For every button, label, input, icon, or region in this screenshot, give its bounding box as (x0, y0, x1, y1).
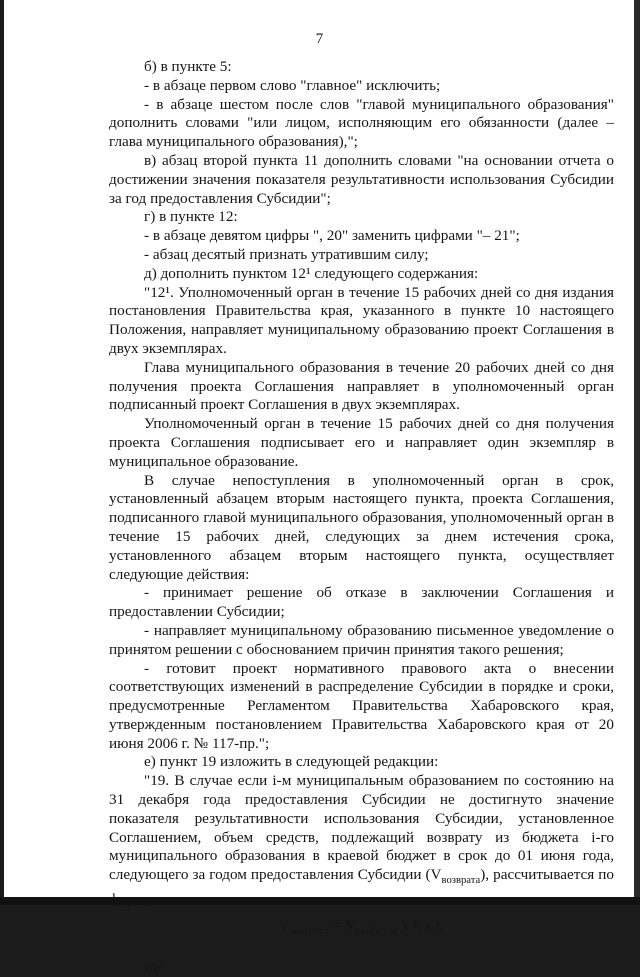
scan-edge (634, 0, 640, 897)
paragraph: - принимает решение об отказе в заключении Соглашения и предоставлении Субсидии; (109, 584, 614, 621)
paragraph: е) пункт 19 изложить в следующей редакции: (144, 753, 439, 771)
paragraph-text: "19. В случае если i-м муниципальным образованием по состоянию на 31 декабря года предоставления Субсидии не достигнуто значение показателя результативности использования Субсидии, установленное Соглашением, объем средств, подлежащий возврату из бюджета i-го муниципального образования в краевой бюджет в срок до 01 июня года, следующего за годом предоставления Субсидии (V (109, 772, 614, 884)
formula-rhs-sub: субсидии (355, 925, 398, 937)
document-page (4, 0, 635, 975)
paragraph: Глава муниципального образования в течение 20 рабочих дней со дня получения проекта Соглашения направляет в уполномоченный орган подписанный проект Соглашения в двух экземплярах. (109, 358, 614, 414)
paragraph: - в абзаце шестом после слов "главой муниципального образования" дополнить словами "или лицом, исполняющим его обязанности (далее – глава муниципального образования),"; (109, 95, 614, 151)
formula-where: где: (144, 957, 169, 975)
paragraph: - в абзаце девятом цифры ", 20" заменить цифрами "– 21"; (144, 227, 520, 245)
paragraph-subscript: возврата (441, 875, 481, 887)
formula (109, 917, 614, 942)
paragraph: в) абзац второй пункта 11 дополнить словами "на основании отчета о достижении значения показателя результативности использования Субсидии за год предоставления Субсидии"; (109, 151, 614, 207)
paragraph: "12¹. Уполномоченный орган в течение 15 рабочих дней со дня издания постановления Правительства края, указанного в пункте 10 настоящего Положения, направляет муниципальному образованию проект Соглашения в двух экземплярах. (109, 283, 614, 357)
document-body (109, 58, 614, 977)
paragraph-tail: ), рассчитывается по (480, 866, 614, 884)
formula-lhs: V (278, 916, 290, 934)
paragraph: г) в пункте 12: (144, 208, 238, 226)
paragraph: - готовит проект нормативного правового акта о внесении соответствующих изменений в распределение Субсидии в порядке и сроки, предусмотренные Регламентом Правительства Хабаровского края, утвержденным постановлением Правительства Хабаровского края от 20 июня 2006 г. № 117-пр."; (109, 659, 614, 752)
paragraph: В случае непоступления в уполномоченный орган в срок, установленный абзацем вторым настоящего пункта, проекта Соглашения, подписанного главой муниципального образования, уполномоченный орган в течение 15 рабочих дней, следующих за днем истечения срока, установленного абзацем вторым настоящего пункта, осуществляет следующие действия: (109, 471, 614, 583)
paragraph: д) дополнить пунктом 12¹ следующего содержания: (144, 264, 479, 282)
page-number: 7 (315, 31, 324, 47)
paragraph: - абзац десятый признать утратившим силу; (144, 245, 429, 263)
scan-bottom-edge (0, 897, 640, 905)
paragraph: - направляет муниципальному образованию письменное уведомление о принятом решении с обоснованием причин принятия такого решения; (109, 621, 614, 658)
formula-tail: x k x r, (397, 916, 445, 934)
paragraph: - в абзаце первом слово "главное" исключить; (144, 76, 441, 94)
formula-eq: = V (328, 916, 356, 934)
paragraph: б) в пункте 5: (144, 58, 232, 75)
paragraph (109, 772, 614, 910)
paragraph: Уполномоченный орган в течение 15 рабочих дней со дня получения проекта Соглашения подписывает его и направляет один экземпляр в муниципальное образование. (109, 415, 614, 470)
formula-lhs-sub: возврата (289, 925, 329, 937)
